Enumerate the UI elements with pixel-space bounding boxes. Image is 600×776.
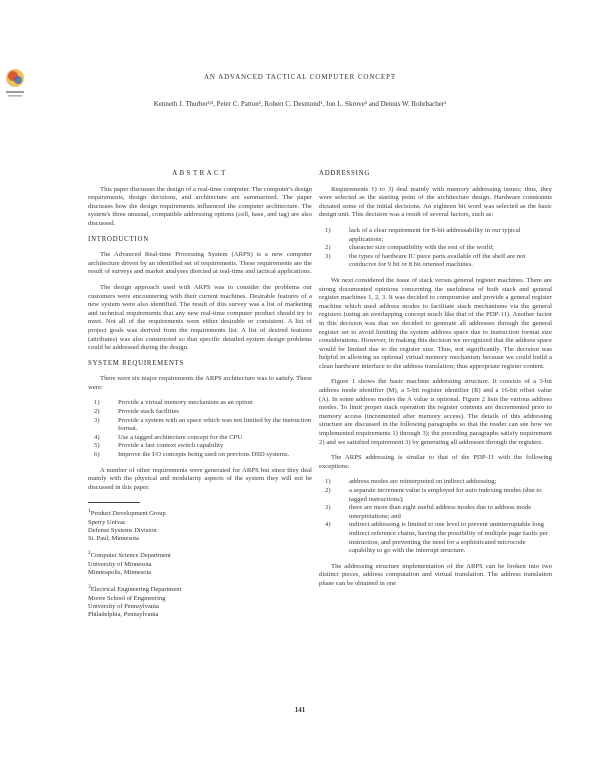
requirements-intro: There were six major requirements the ARPS architecture was to satisfy. These were: xyxy=(88,375,312,391)
list-item: 2) character size compatibility with the rest of the world; xyxy=(325,244,494,252)
abstract-heading: ABSTRACT xyxy=(172,170,228,177)
requirements-heading: SYSTEM REQUIREMENTS xyxy=(88,359,185,367)
requirements-list xyxy=(88,399,312,459)
affiliation: $^2$Computer Science Department University of Minnesota Minneapolis, Minnesota xyxy=(88,550,171,576)
factors-list xyxy=(319,227,552,270)
footnote-rule xyxy=(88,502,140,503)
abstract-text: This paper discusses the design of a real-time computer. The computer's design requirements, design decisions, and architecture are summarized. The paper discusses how the design requirements influenced the computer architecture. The system's three unusual, compatible addressing options (cell, base, and tag) are also discussed. xyxy=(88,185,312,227)
list-item: 1) lack of a clear requirement for 8-bit addressability in our typical applications; xyxy=(325,226,521,243)
exceptions-list xyxy=(319,478,552,555)
addressing-heading: ADDRESSING xyxy=(319,170,371,177)
right-column xyxy=(319,170,552,596)
paper-authors: Kenneth J. Thurber¹ʲ³, Peter C. Patton², Robert C. Desmond¹, Jon L. Skrove³ and Dennis W. Rohrbacher¹ xyxy=(153,100,447,108)
affiliation: $^3$Electrical Engineering Department Moore School of Engineering University of Pennsylvania Philadelphia, Pennsylvania xyxy=(88,584,182,618)
list-item: 1) Provide a virtual memory mechanism as an option xyxy=(94,399,253,407)
addressing-paragraph: We next considered the issue of stack versus general register machines. There are strong documented opinions concerning the usefulness of both stack and general register machines 1, 2, 3. It was decided to compromise and provide a general register machine which used address modes to facilitate stack mechanisms via the general registers (using an overlapping concept much like that of the PDP-11). Another factor in this decision was that we decided to generate all addresses through the general register set to avoid limiting the system address space due to instruction format size considerations. However, in making this decision we recognized that the address space would be limited due to the register size. Thus, not significantly. The decision was helpful in allowing us optional virtual memory mechanism because we could build a clean hardware interface to the address translation; thus appropriate register content. xyxy=(319,276,552,370)
introduction-paragraph: The design approach used with ARPS was to consider the problems our customers were encountering with their current machines. Desirable features of a new system were also identified. The result of this survey was a list of marketing and technical requirements that any new real-time computer product should try to meet. Not all of the requirements were either desirable or consistent. A list of project goals was derived from the requirements list. A list of desired features (attributes) was also constructed so that specific detailed system design problems could be addressed during the design. xyxy=(88,283,312,352)
addressing-paragraph: The ARPS addressing is similar to that of the PDP-11 with the following exceptions: xyxy=(319,454,552,470)
list-item: 5) Provide a fast context switch capability xyxy=(94,442,224,450)
page-number: 141 xyxy=(294,706,306,714)
addressing-paragraph: The addressing structure implementation of the ARPS can be broken into two distinct pieces, address computation and virtual translation. The address translation phase can be obtained in one xyxy=(319,562,552,587)
list-item: 2) a separate increment value is employed for auto indexing modes (due to tagged instructions); xyxy=(325,487,542,503)
requirements-closing: A number of other requirements were generated for ARPS but since they deal mainly with the physical and modularity aspects of the system they will not be discussed in this paper. xyxy=(88,466,312,491)
list-item: 1) address modes are reinterpreted on indirect addressing; xyxy=(325,478,497,486)
addressing-paragraph: Figure 1 shows the basic machine addressing structure. It consists of a 3-bit address mode identifier (M), a 5-bit register identifier (R) and a 16-bit offset value (A). In some address modes the A value is optional. Figure 2 lists the various address modes. To limit proper stack operation the register contents are decremented prior to memory access (incremented after memory access). The details of this addressing structure are discussed in the following paragraphs so that the reader can see how we implemented requirements 1) through 3); the preceding paragraphs satisfy requirement 2) and we satisfied requirement 3) by generating all addresses through the registers. xyxy=(319,378,552,446)
list-item: 3) Provide a system with an space which was not limited by the instruction format. xyxy=(94,416,312,433)
introduction-paragraph: The Advanced Real-time Processing System (ARPS) is a new computer architecture driven by an identified set of requirements. These requirements are the result of surveys and market analyses directed at real-time and tactical applications. xyxy=(88,251,312,276)
paper-title: AN ADVANCED TACTICAL COMPUTER CONCEPT xyxy=(203,73,397,81)
list-item: 4) Use a tagged architecture concept for the CPU xyxy=(94,433,243,441)
list-item: 4) indirect addressing is limited to one level to prevent uninterruptable long indirect reference chains, having the possibility of multiple page faults per instruction, and preventing the need for a sophisticated microcode capability to go with the interrupt structure. xyxy=(325,521,548,555)
list-item: 6) Improve the I/O concepts being used on previous DSD systems. xyxy=(94,451,290,459)
list-item: 3) there are more than eight useful address modes due to address mode interpretations; and xyxy=(325,504,532,520)
list-item: 2) Provide stack facilities xyxy=(94,408,179,416)
introduction-heading: INTRODUCTION xyxy=(88,235,149,243)
affiliation: $^1$Product Development Group Sperry Univac Defense Systems Division St. Paul, Minnesota xyxy=(88,508,166,543)
addressing-paragraph: Requirements 1) to 3) deal mainly with memory addressing issues; thus, they were selected as the starting point of the architecture design. Hardware constraints dictated some of the initial decisions. An eighteen bit word was selected as the basic design unit. This decision was a result of several factors, such as: xyxy=(319,185,552,219)
list-item: 3) the types of hardware IC piece parts available off the shelf are not conducive for 9 bit or 8 bit oriented machines. xyxy=(325,252,526,269)
left-column xyxy=(88,170,312,625)
library-stamp-icon xyxy=(2,66,28,106)
